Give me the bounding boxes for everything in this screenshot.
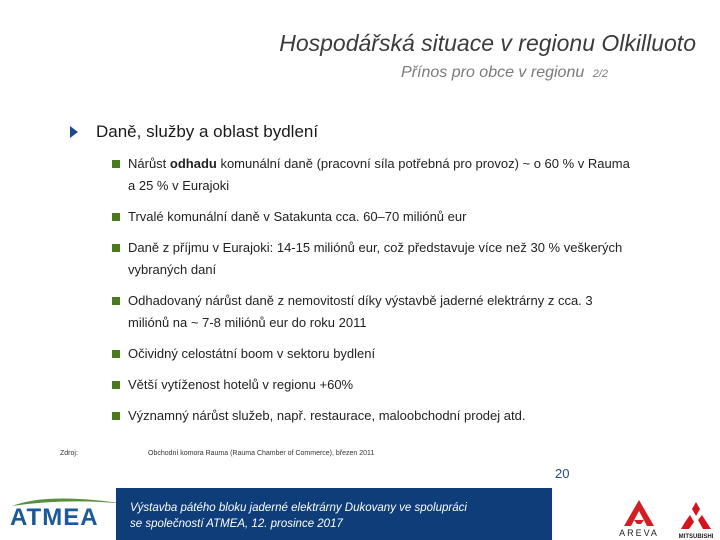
list-item: Odhadovaný nárůst daně z nemovitostí díky výstavbě jaderné elektrárny z cca. 3 miliónů na ~ 7-8 miliónů eur do roku 2011 [112,290,632,334]
footer-bar-line2: se společností ATMEA, 12. prosince 2017 [130,518,343,530]
section-title: Daně, služby a oblast bydlení [96,122,319,141]
list-item: Očividný celostátní boom v sektoru bydlení [112,343,632,365]
bullet-icon [112,297,120,305]
bullet-list [112,153,632,436]
bullet-icon [112,412,120,420]
page-number: 20 [555,466,570,481]
mitsubishi-logo [674,500,718,540]
list-item: Daně z příjmu v Eurajoki: 14-15 miliónů eur, což představuje více než 30 % veškerých vybraných daní [112,237,632,281]
slide-subtitle-text: Přínos pro obce v regionu [401,64,585,81]
bullet-icon [112,244,120,252]
list-item: Větší vytíženost hotelů v regionu +60% [112,374,632,396]
bullet-icon [112,213,120,221]
svg-text:ATMEA: ATMEA [10,504,99,530]
bullet-icon [112,350,120,358]
section-heading [70,122,318,142]
slide-subtitle [401,64,608,82]
page-fraction: 2/2 [592,68,608,80]
slide-title [0,30,696,57]
areva-logo [610,498,668,538]
bullet-icon [112,381,120,389]
footer-bar-text [130,500,467,532]
source-text: Obchodní komora Rauma (Rauma Chamber of Commerce), březen 2011 [148,450,375,457]
slide-title-text: Hospodářská situace v regionu Olkilluoto [279,30,696,56]
svg-text:AREVA: AREVA [619,528,659,538]
footer-bar-line1: Výstavba pátého bloku jaderné elektrárny Dukovany ve spolupráci [130,502,467,514]
list-item: Trvalé komunální daně v Satakunta cca. 60–70 miliónů eur [112,206,632,228]
arrow-right-icon [70,126,78,138]
svg-text:MITSUBISHI: MITSUBISHI [678,534,714,540]
bullet-icon [112,160,120,168]
list-item: Nárůst odhadu komunální daně (pracovní síla potřebná pro provoz) ~ o 60 % v Rauma a 25 % v Eurajoki [112,153,632,197]
source-label: Zdroj: [60,450,78,457]
list-item: Významný nárůst služeb, např. restaurace, maloobchodní prodej atd. [112,405,632,427]
